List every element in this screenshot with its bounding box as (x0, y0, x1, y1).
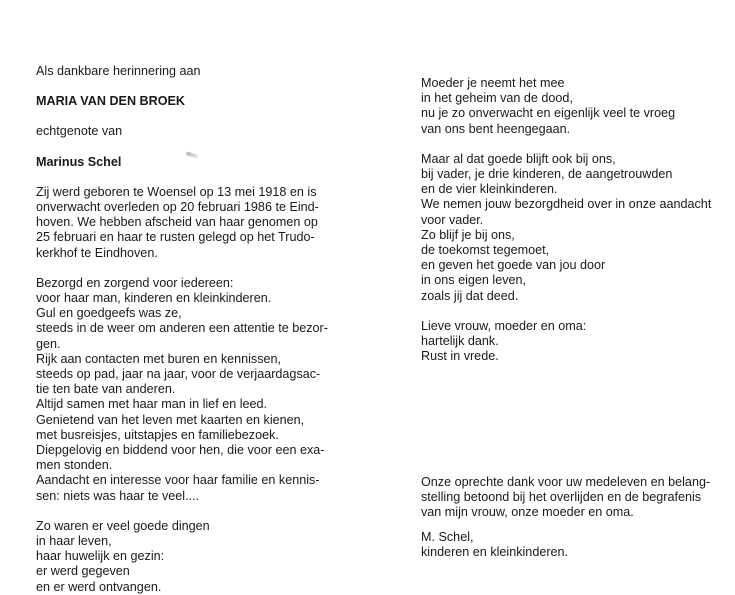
closing-verse (36, 519, 336, 595)
farewell-line: hartelijk dank. (421, 334, 499, 349)
tribute-line: voor haar man, kinderen en kleinkinderen. (36, 291, 272, 306)
closing-line: er werd gegeven (36, 564, 130, 579)
signature-line: kinderen en kleinkinderen. (421, 545, 569, 560)
tribute-line: Genietend van het leven met kaarten en kienen, (36, 412, 305, 427)
deceased-name: MARIA VAN DEN BROEK (36, 94, 186, 109)
bio-line: Zij werd geboren te Woensel op 13 mei 1918 en is (36, 184, 317, 199)
thanks-note (421, 475, 710, 521)
tribute-line: men stonden. (36, 458, 113, 473)
closing-line: Zo waren er veel goede dingen (36, 518, 210, 533)
poem-line: Moeder je neemt het mee (421, 76, 565, 90)
right-column (421, 76, 721, 364)
tribute-line: met busreisjes, uitstapjes en familiebezoek. (36, 427, 279, 442)
farewell-line: Rust in vrede. (421, 349, 499, 364)
tribute-line: steeds in de weer om anderen een attentie te bezor- (36, 321, 328, 336)
poem-line: bij vader, je drie kinderen, de aangetrouwden (421, 167, 673, 182)
tribute-line: Rijk aan contacten met buren en kennissen, (36, 351, 282, 366)
tribute-line: gen. (36, 336, 61, 351)
poem-line: en de vier kleinkinderen. (421, 182, 558, 197)
poem-line: voor vader. (421, 212, 484, 227)
poem-line: de toekomst tegemoet, (421, 243, 550, 258)
biography (36, 185, 336, 261)
poem-line: in ons eigen leven, (421, 273, 527, 288)
poem-line: zoals jij dat deed. (421, 288, 519, 303)
farewell (421, 319, 721, 365)
poem-line: nu je zo onverwacht en eigenlijk veel te vroeg (421, 106, 676, 121)
tribute-line: tie ten bate van anderen. (36, 382, 176, 397)
poem-line: en geven het goede van jou door (421, 258, 606, 273)
signature (421, 530, 568, 560)
left-column (36, 64, 336, 595)
farewell-line: Lieve vrouw, moeder en oma: (421, 318, 587, 333)
tribute-line: sen: niets was haar te veel.... (36, 488, 200, 503)
relation-text: echtgenote van (36, 124, 123, 139)
thanks-line: stelling betoond bij het overlijden en de begrafenis (421, 490, 702, 505)
tribute-line: Gul en goedgeefs was ze, (36, 306, 182, 321)
bio-line: onverwacht overleden op 20 februari 1986 te Eind- (36, 200, 319, 215)
tribute-line: Altijd samen met haar man in lief en leed. (36, 397, 268, 412)
tribute (36, 276, 336, 504)
thanks-line: van mijn vrouw, onze moeder en oma. (421, 505, 634, 520)
poem-line: Zo blijf je bij ons, (421, 227, 515, 242)
spouse-name: Marinus Schel (36, 154, 122, 169)
closing-line: in haar leven, (36, 534, 112, 549)
poem-line: in het geheim van de dood, (421, 91, 573, 106)
poem-stanza-2 (421, 152, 721, 304)
bio-line: 25 februari en haar te rusten gelegd op het Trudo- (36, 230, 315, 245)
intro-text: Als dankbare herinnering aan (36, 64, 201, 78)
tribute-line: steeds op pad, jaar na jaar, voor de verjaardagsac- (36, 367, 321, 382)
tribute-line: Bezorgd en zorgend voor iedereen: (36, 275, 234, 290)
tribute-line: Aandacht en interesse voor haar familie en kennis- (36, 473, 320, 488)
bio-line: kerkhof te Eindhoven. (36, 245, 158, 260)
bio-line: hoven. We hebben afscheid van haar genomen op (36, 215, 318, 230)
closing-line: en er werd ontvangen. (36, 579, 162, 594)
poem-line: We nemen jouw bezorgdheid over in onze aandacht (421, 197, 712, 212)
closing-line: haar huwelijk en gezin: (36, 549, 165, 564)
poem-line: van ons bent heengegaan. (421, 121, 571, 136)
tribute-line: Diepgelovig en biddend voor hen, die voor een exa- (36, 443, 325, 458)
poem-line: Maar al dat goede blijft ook bij ons, (421, 151, 616, 166)
thanks-line: Onze oprechte dank voor uw medeleven en belang- (421, 475, 711, 489)
signature-line: M. Schel, (421, 530, 474, 544)
poem-stanza-1 (421, 76, 721, 137)
